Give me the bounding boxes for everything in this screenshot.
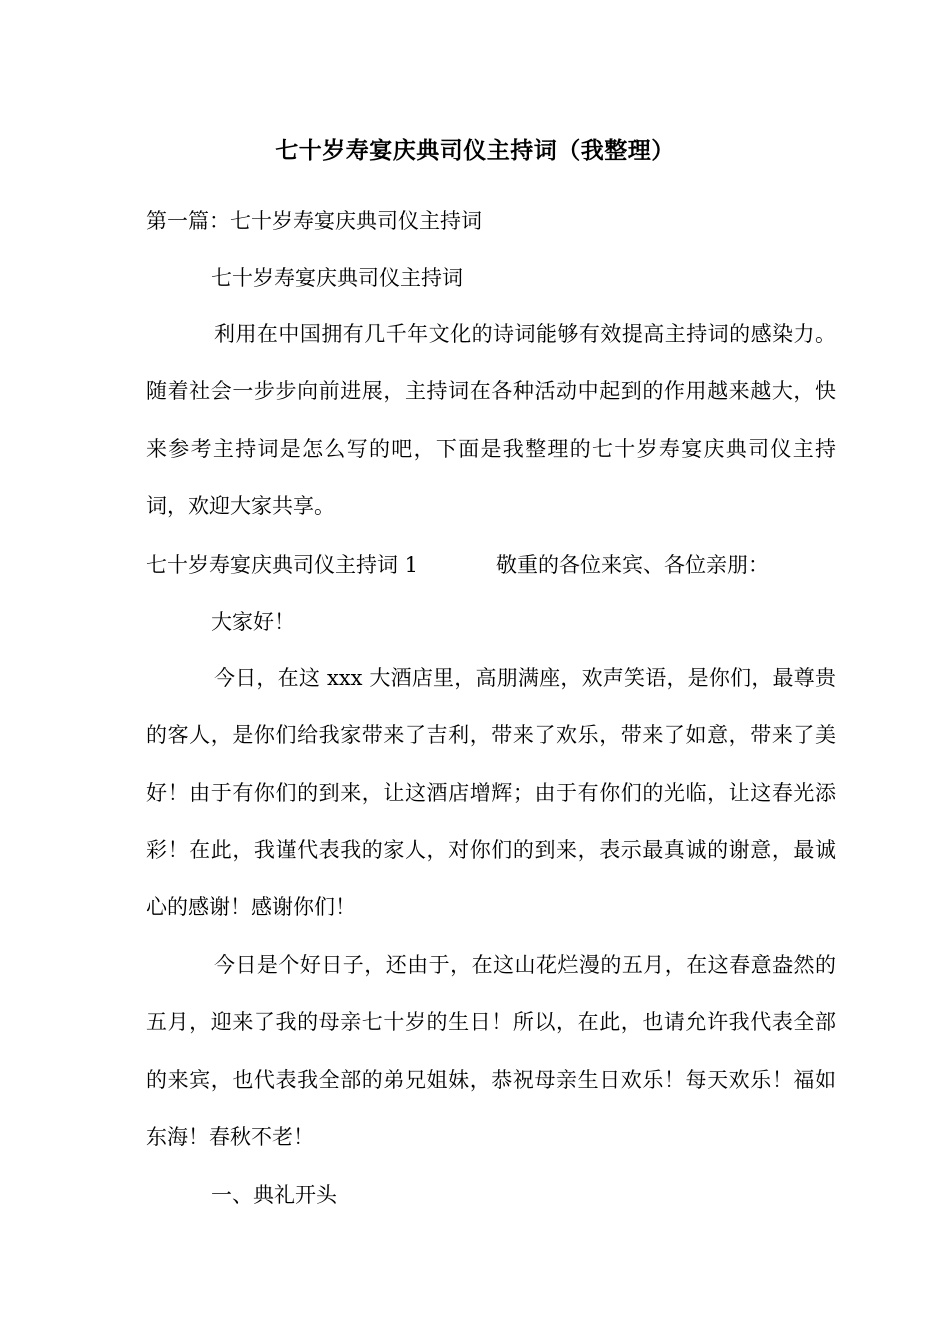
subtitle: 七十岁寿宴庆典司仪主持词 bbox=[211, 266, 463, 290]
paragraph-2: 今日是个好日子，还由于，在这山花烂漫的五月，在这春意盎然的五月，迎来了我的母亲七十岁的生日！所以，在此，也请允许我代表全部的来宾，也代表我全部的弟兄姐妹，恭祝母亲生日欢乐！每天欢乐！福如东海！春秋不老！ bbox=[146, 953, 836, 1149]
intro-paragraph: 利用在中国拥有几千年文化的诗词能够有效提高主持词的感染力。随着社会一步步向前进展，主持词在各种活动中起到的作用越来越大，快来参考主持词是怎么写的吧，下面是我整理的七十岁寿宴庆典司仪主持词，欢迎大家共享。 bbox=[146, 322, 836, 518]
document-title: 七十岁寿宴庆典司仪主持词（我整理） bbox=[275, 137, 675, 164]
paragraph-1: 今日，在这 xxx 大酒店里，高朋满座，欢声笑语，是你们，最尊贵的客人，是你们给我家带来了吉利，带来了欢乐，带来了如意，带来了美好！由于有你们的到来，让这酒店增辉；由于有你们的光临，让这春光添彩！在此，我谨代表我的家人，对你们的到来，表示最真诚的谢意，最诚心的感谢！感谢你们！ bbox=[146, 666, 836, 920]
greeting: 大家好！ bbox=[211, 610, 295, 634]
salutation: 敬重的各位来宾、各位亲朋： bbox=[496, 553, 770, 577]
speech-heading: 七十岁寿宴庆典司仪主持词 1 bbox=[146, 553, 419, 577]
speech-heading-line bbox=[146, 550, 769, 580]
section-heading: 一、典礼开头 bbox=[211, 1183, 337, 1207]
chapter-heading: 第一篇：七十岁寿宴庆典司仪主持词 bbox=[146, 209, 482, 233]
